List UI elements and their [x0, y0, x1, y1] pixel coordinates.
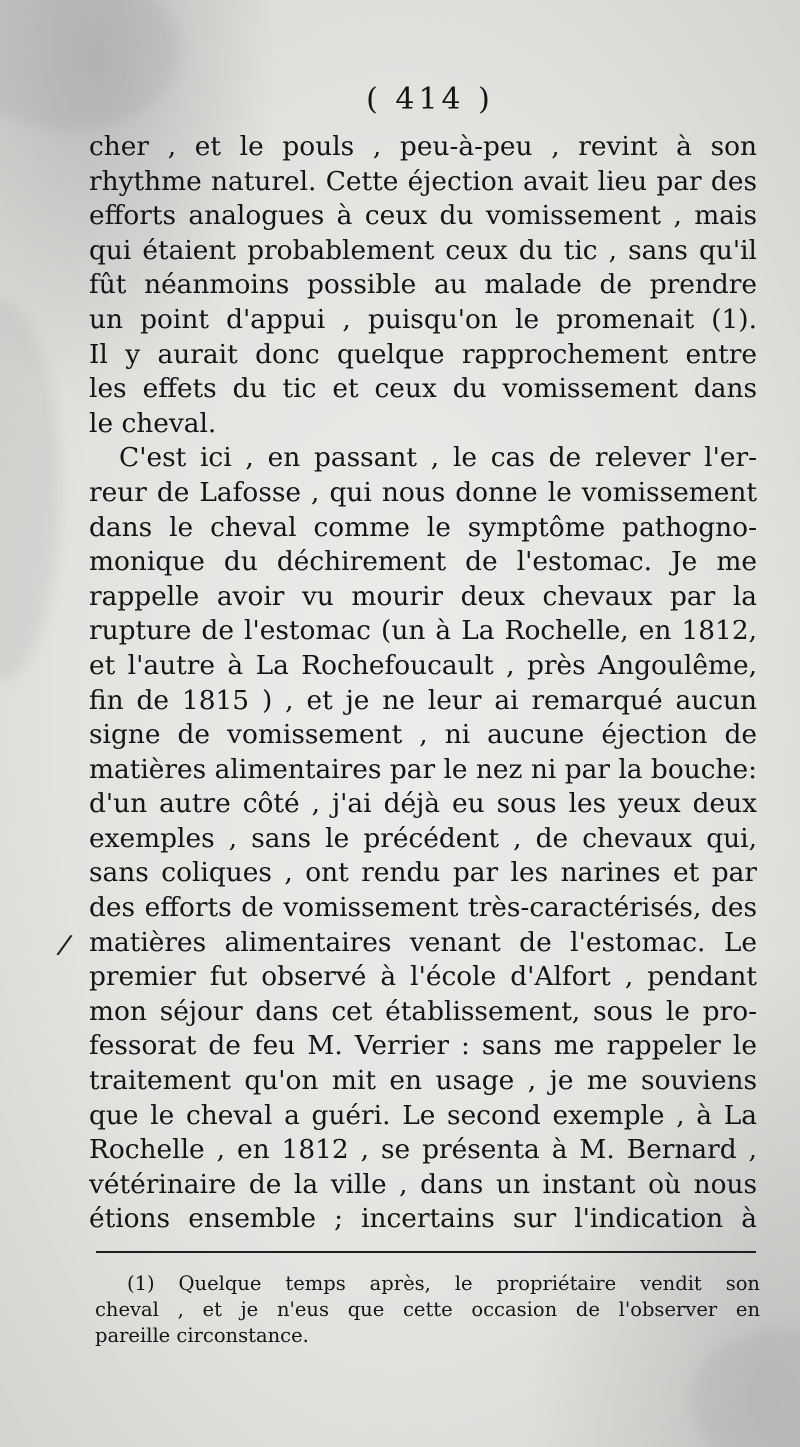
paper-stain — [0, 300, 60, 680]
text-line: un point d'appui , puisqu'on le promenait (1). — [89, 303, 757, 335]
text-line: vétérinaire de la ville , dans un instant où nous — [89, 1168, 757, 1200]
text-line: sans coliques , ont rendu par les narines et par — [89, 857, 757, 889]
text-line: Il y aurait donc quelque rapprochement entre — [89, 338, 757, 370]
text-line: mon séjour dans cet établissement, sous le pro- — [89, 995, 757, 1027]
text-line: des efforts de vomissement très-caractérisés, des — [89, 892, 757, 924]
text-line: premier fut observé à l'école d'Alfort , pendant — [89, 961, 757, 993]
text-line: qui étaient probablement ceux du tic , sans qu'il — [89, 234, 757, 266]
text-line: fessorat de feu M. Verrier : sans me rappeler le — [89, 1030, 757, 1062]
text-line: dans le cheval comme le symptôme pathogno- — [89, 511, 757, 543]
text-line: les effets du tic et ceux du vomissement dans — [89, 373, 757, 405]
text-line: reur de Lafosse , qui nous donne le vomissement — [89, 476, 757, 508]
text-line: monique du déchirement de l'estomac. Je me — [89, 546, 757, 578]
text-line: fût néanmoins possible au malade de prendre — [89, 269, 757, 301]
text-line: cher , et le pouls , peu-à-peu , revint à son — [89, 131, 757, 162]
text-line: que le cheval a guéri. Le second exemple , à La — [89, 1099, 757, 1131]
text-line: exemples , sans le précédent , de chevaux qui, — [89, 822, 757, 854]
footnote — [95, 1271, 760, 1349]
text-line: rappelle avoir vu mourir deux chevaux par la — [89, 580, 757, 612]
text-line: traitement qu'on mit en usage , je me souviens — [89, 1065, 757, 1097]
footnote-line: pareille circonstance. — [95, 1324, 309, 1347]
text-line: étions ensemble ; incertains sur l'indication à — [89, 1203, 757, 1235]
body-text — [89, 130, 757, 1237]
footnote-line: (1) Quelque temps après, le propriétaire vendit son — [127, 1272, 760, 1295]
text-line: d'un autre côté , j'ai déjà eu sous les yeux deux — [89, 788, 757, 820]
text-line: matières alimentaires par le nez ni par la bouche: — [89, 753, 757, 785]
footnote-line: cheval , et je n'eus que cette occasion de l'observer en — [95, 1298, 760, 1321]
text-line: Rochelle , en 1812 , se présenta à M. Bernard , — [89, 1134, 757, 1166]
page-number: ( 414 ) — [366, 82, 494, 117]
text-line: signe de vomissement , ni aucune éjection de — [89, 719, 757, 751]
margin-pencil-mark: / — [55, 927, 75, 962]
text-line: rhythme naturel. Cette éjection avait lieu par des — [89, 165, 757, 197]
text-line: fin de 1815 ) , et je ne leur ai remarqué aucun — [89, 684, 757, 716]
footnote-separator — [96, 1251, 756, 1253]
paragraph-start-line: C'est ici , en passant , le cas de relever l'er- — [119, 442, 757, 474]
text-line: matières alimentaires venant de l'estomac. Le — [89, 926, 757, 958]
text-line: le cheval. — [89, 407, 217, 439]
text-line: efforts analogues à ceux du vomissement , mais — [89, 200, 757, 232]
text-line: rupture de l'estomac (un à La Rochelle, en 1812, — [89, 615, 757, 647]
text-line: et l'autre à La Rochefoucault , près Angoulême, — [89, 649, 757, 681]
